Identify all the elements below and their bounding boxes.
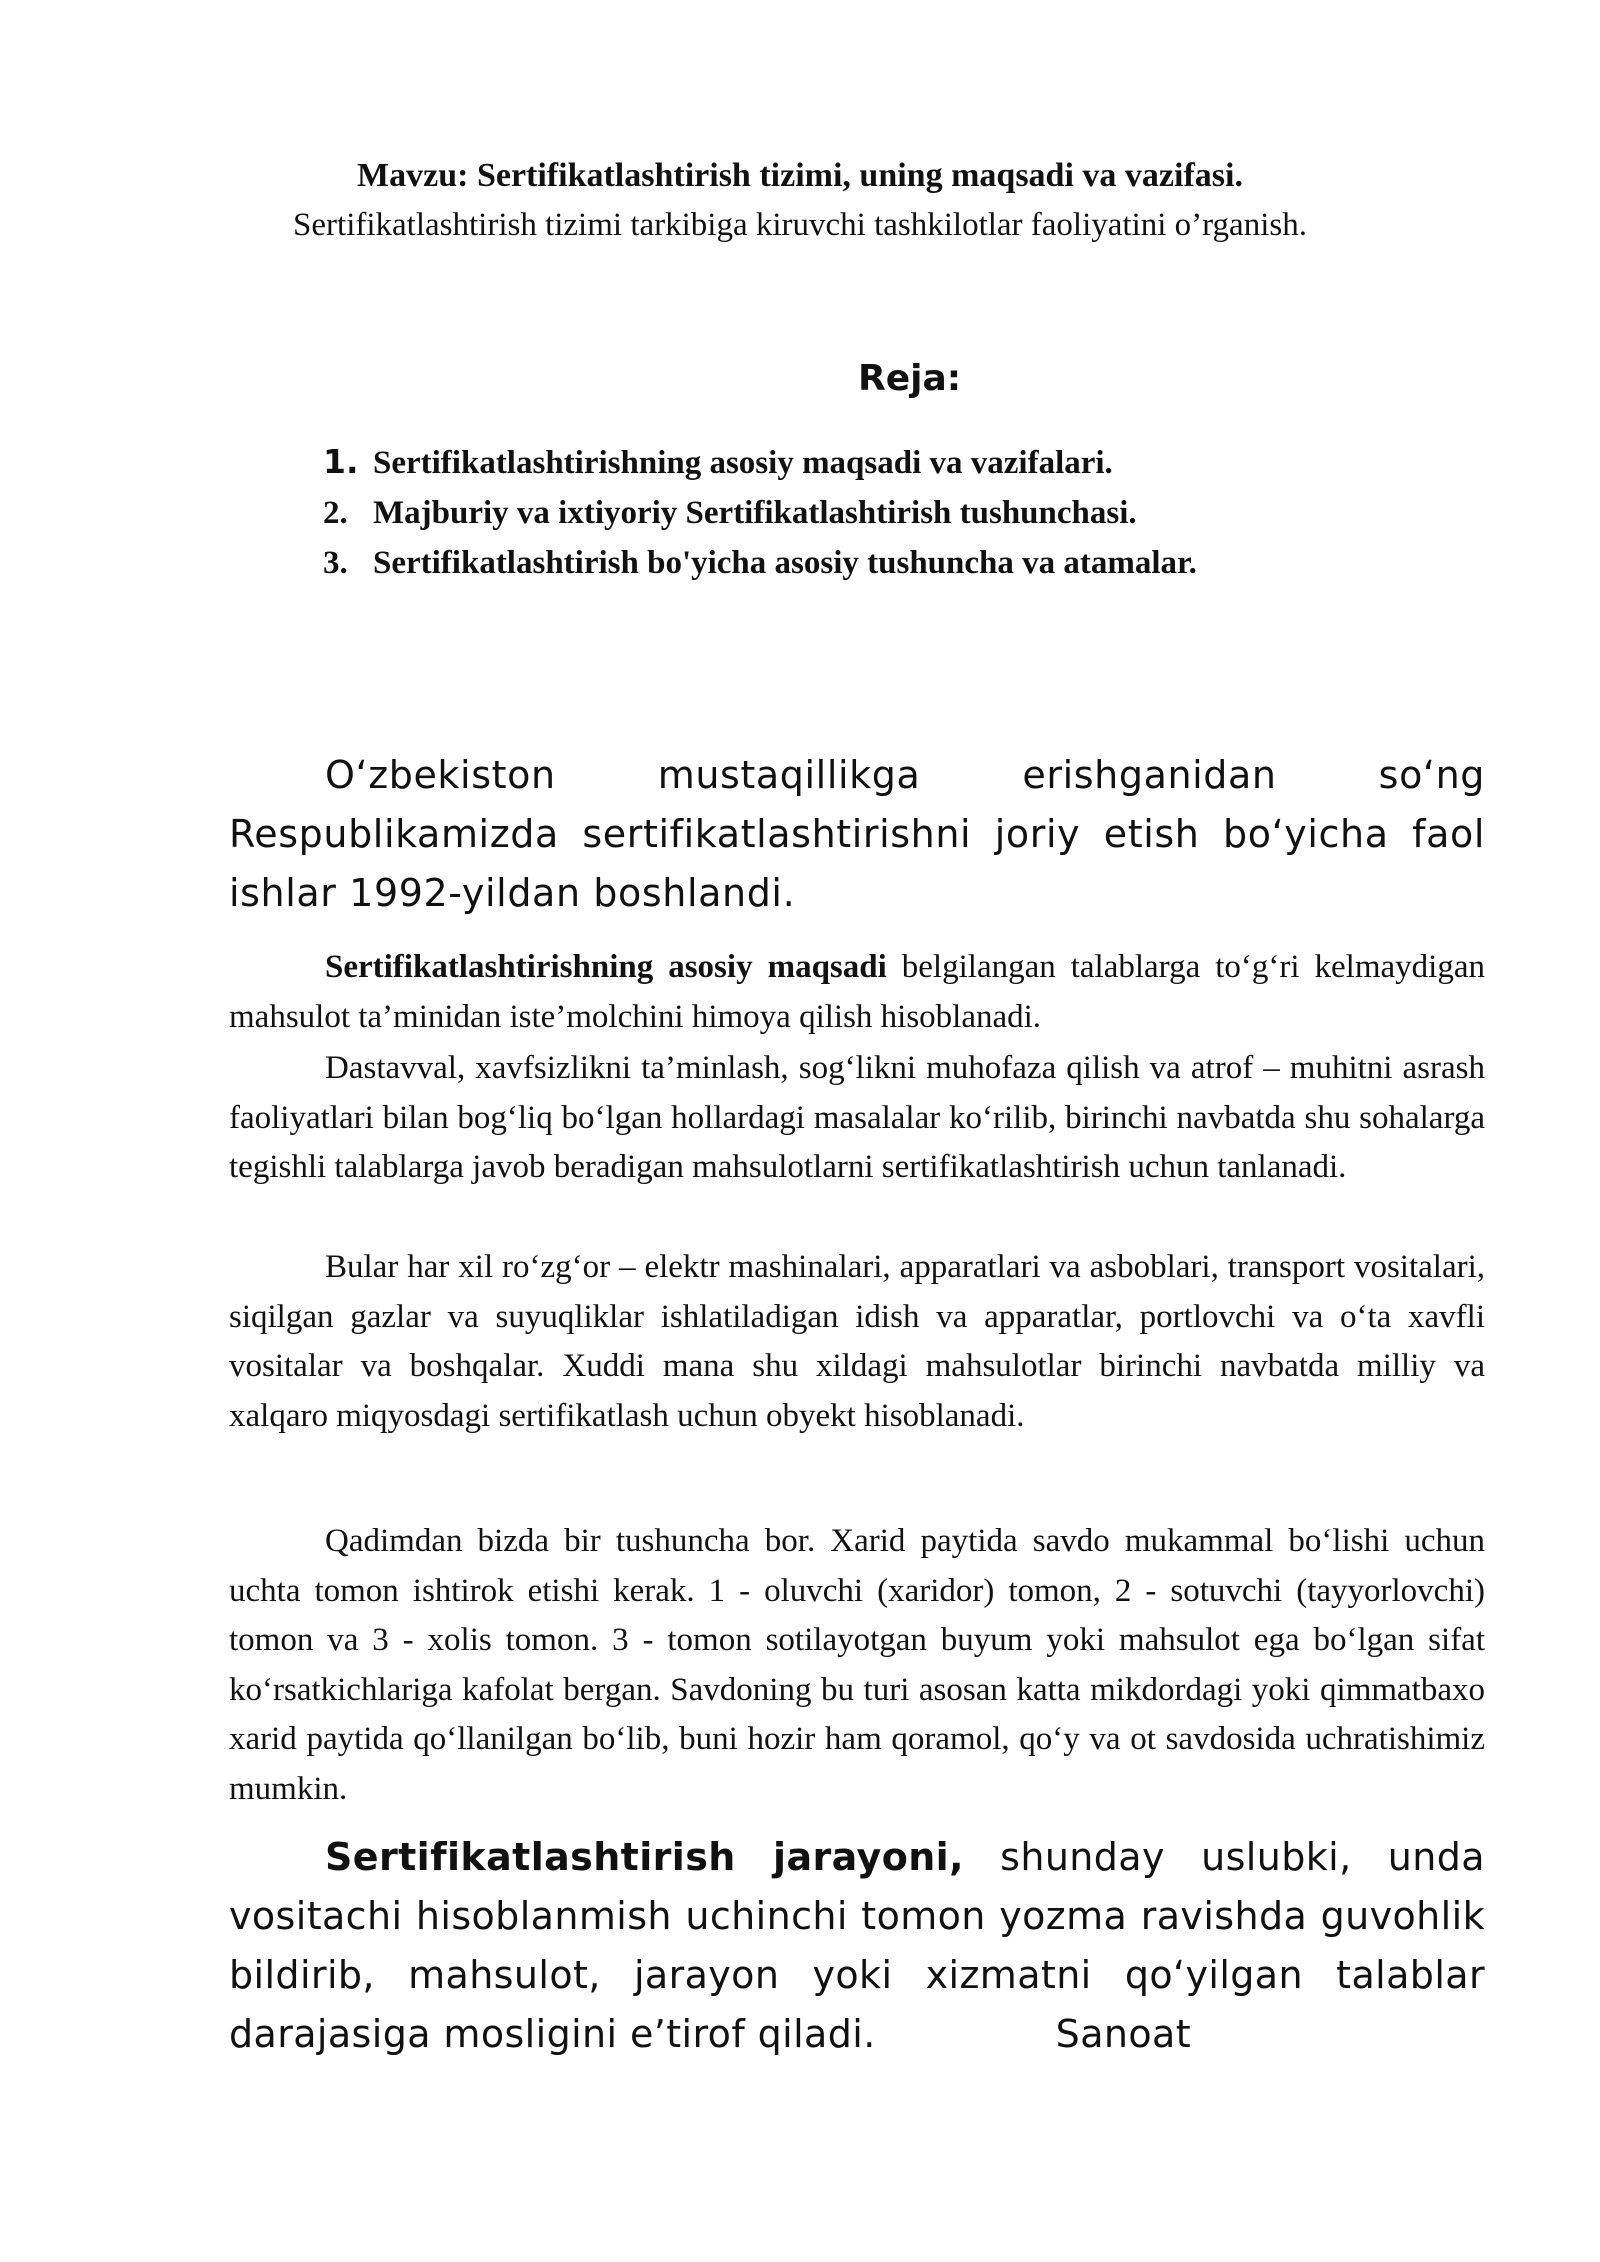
topic-title: Mavzu: Sertifikatlashtirish tizimi, uning maqsadi va vazifasi. [357,157,1243,194]
paragraph-text: shunday uslubki, unda vositachi hisoblanmish uchinchi tomon yozma ravishda guvohlik bildirib, mahsulot, jarayon yoki xizmatni qo‘yilgan talablar darajasiga mosligini e’tirof qiladi. [229,1835,1485,2056]
paragraph-independence [229,746,1485,923]
paragraph-trailing-word: Sanoat [1055,2012,1191,2056]
plan-item [323,437,1423,488]
paragraph-third-party [229,1517,1485,1814]
paragraph-main-goal [229,942,1485,1042]
paragraph-product-examples [229,1243,1485,1441]
paragraph-text: Bular har xil ro‘zg‘or – elektr mashinalari, apparatlari va asboblari, transport vositalari, siqilgan gazlar va suyuqliklar ishlatiladigan idish va apparatlar, portlovchi va o‘ta xavfli vositalar va boshqalar. Xuddi mana shu xildagi mahsulotlar birinchi navbatda milliy va xalqaro miqyosdagi sertifikatlash uchun obyekt hisoblanadi. [229,1249,1485,1434]
plan-item-text: Sertifikatlashtirish bo'yicha asosiy tushuncha va atamalar. [373,545,1197,581]
plan-item-number: 1. [323,442,359,481]
paragraph-text: Qadimdan bizda bir tushuncha bor. Xarid paytida savdo mukammal bo‘lishi uchun uchta tomon ishtirok etishi kerak. 1 - oluvchi (xaridor) tomon, 2 - sotuvchi (tayyorlovchi) tomon va 3 - xolis tomon. 3 - tomon sotilayotgan buyum yoki mahsulot ega bo‘lgan sifat ko‘rsatkichlariga kafolat bergan. Savdoning bu turi asosan katta mikdordagi yoki qimmatbaxo xarid paytida qo‘llanilgan bo‘lib, buni hozir ham qoramol, qo‘y va ot savdosida uchratishimiz mumkin. [229,1523,1485,1807]
plan-item-number: 3. [323,545,348,581]
paragraph-bold-term: Sertifikatlashtirish jarayoni, [325,1835,964,1879]
paragraph-text: O‘zbekiston mustaqillikga erishganidan so‘ng Respublikamizda sertifikatlashtirishni joriy etish bo‘yicha faol ishlar 1992-yildan boshlandi. [229,753,1485,915]
topic-subtitle: Sertifikatlashtirish tizimi tarkibiga kiruvchi tashkilotlar faoliyatini o’rganish. [293,207,1307,243]
paragraph-text: belgilangan talablarga to‘g‘ri kelmaydigan mahsulot ta’minidan iste’molchini himoya qilish hisoblanadi. [229,949,1485,1035]
paragraph-text: Dastavval, xavfsizlikni ta’minlash, sog‘likni muhofaza qilish va atrof – muhitni asrash faoliyatlari bilan bog‘liq bo‘lgan hollardagi masalalar ko‘rilib, birinchi navbatda shu sohalarga tegishli talablarga javob beradigan mahsulotlarni sertifikatlashtirish uchun tanlanadi. [229,1050,1485,1185]
plan-item [323,488,1423,538]
plan-item [323,538,1423,588]
plan-item-number: 2. [323,495,348,531]
plan-item-text: Sertifikatlashtirishning asosiy maqsadi va vazifalari. [373,445,1113,481]
plan-item-text: Majburiy va ixtiyoriy Sertifikatlashtirish tushunchasi. [373,495,1137,531]
paragraph-certification-process [229,1828,1485,2064]
paragraph-bold-term: Sertifikatlashtirishning asosiy maqsadi [325,949,887,985]
plan-heading: Reja: [858,358,962,399]
paragraph-priorities [229,1044,1485,1193]
